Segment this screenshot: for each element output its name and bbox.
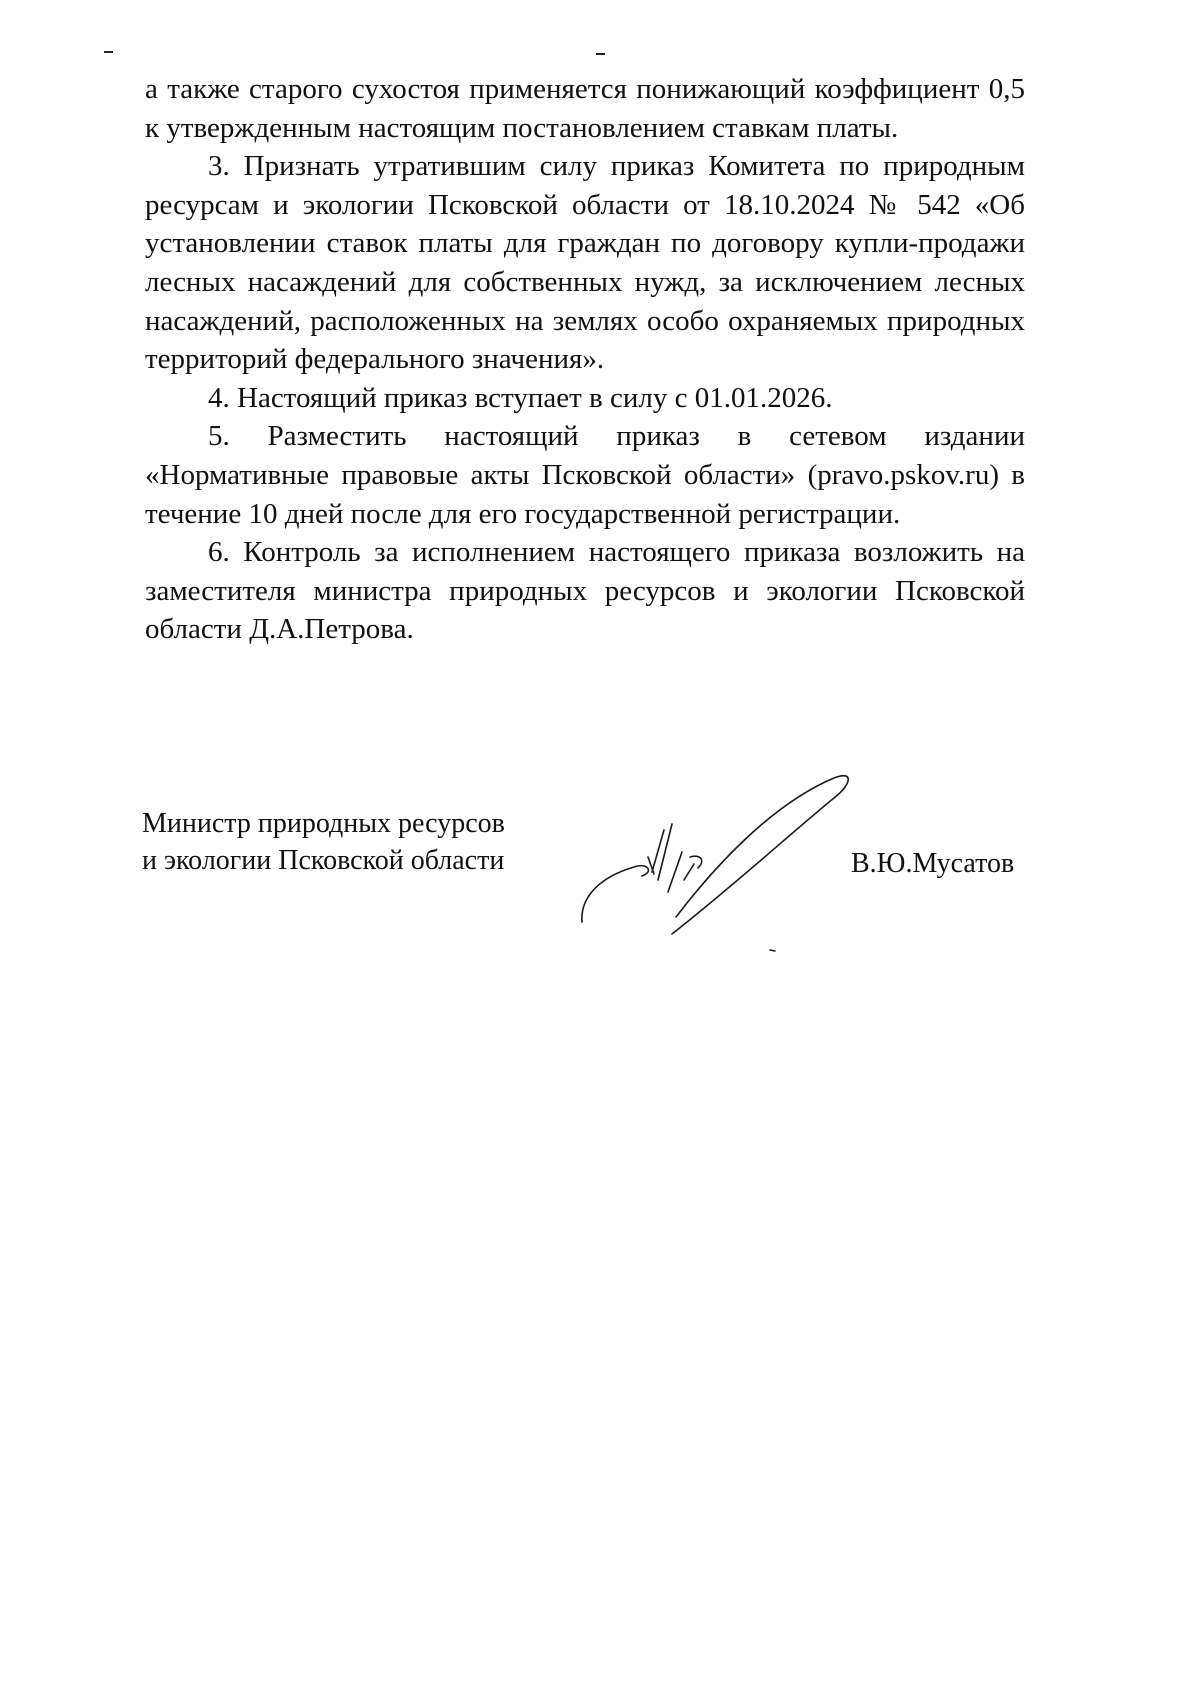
signatory-name: В.Ю.Мусатов [851,848,1015,879]
scan-mark [104,51,113,53]
paragraph-6: 6. Контроль за исполнением настоящего приказа возложить на заместителя министра природных ресурсов и экологии Псковской области Д.А.Петрова. [145,536,1025,646]
paragraph-5: 5. Разместить настоящий приказ в сетевом издании «Нормативные правовые акты Псковской области» (pravo.pskov.ru) в течение 10 дней после для его государственной регистрации. [145,420,1025,530]
paragraph-continuation: а также старого сухостоя применяется понижающий коэффициент 0,5 к утвержденным настоящим постановлением ставкам платы. [145,73,1025,144]
page-number-mark [596,53,605,55]
handwritten-signature [572,762,862,962]
paragraph-4: 4. Настоящий приказ вступает в силу с 01.01.2026. [208,381,833,414]
signatory-title [142,805,505,879]
signatory-title-line1: Министр природных ресурсов [142,808,505,839]
paragraph-3: 3. Признать утратившим силу приказ Комитета по природным ресурсам и экологии Псковской области от 18.10.2024 № 542 «Об установлении ставок платы для граждан по договору купли-продажи лесных насаждений для собственных нужд, за исключением лесных насаждений, расположенных на землях особо охраняемых природных территорий федерального значения». [145,150,1025,376]
signatory-title-line2: и экологии Псковской области [142,845,505,876]
document-body [145,70,1025,649]
